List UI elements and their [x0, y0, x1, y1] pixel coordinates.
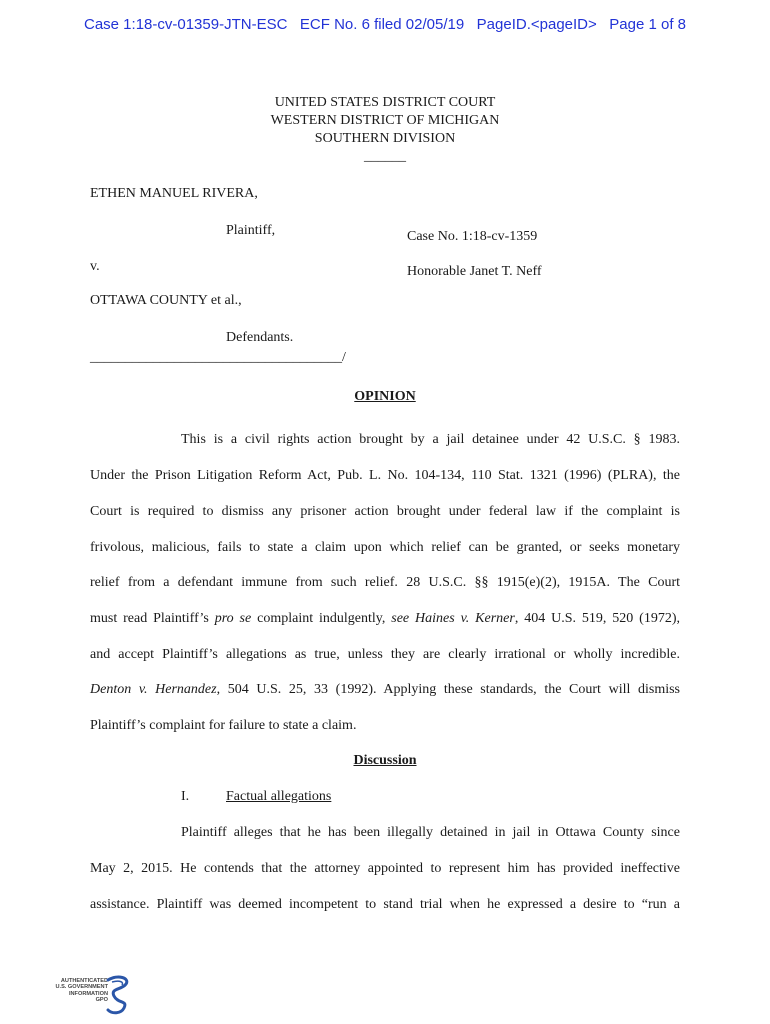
- text-run: , 504 U.S. 25, 33 (1992). Applying these standards, the Court will dismiss: [216, 682, 681, 697]
- text-line: assistance. Plaintiff was deemed incompetent to stand trial when he expressed a desire to “run a: [90, 897, 680, 912]
- logo-line: AUTHENTICATED: [60, 978, 108, 984]
- opinion-heading: OPINION: [354, 389, 416, 404]
- gpo-authentication-logo: [44, 974, 134, 1016]
- defendant-name: OTTAWA COUNTY et al.,: [90, 293, 242, 308]
- case-number: Case No. 1:18-cv-1359: [407, 229, 538, 244]
- court-caption-heading: [0, 94, 770, 166]
- plaintiff-name: ETHEN MANUEL RIVERA,: [90, 186, 258, 201]
- text-line: Plaintiff alleges that he has been illegally detained in jail in Ottawa County since: [181, 825, 680, 840]
- section-title: Factual allegations: [226, 789, 332, 804]
- versus: v.: [90, 259, 100, 274]
- court-division: SOUTHERN DIVISION: [314, 131, 456, 146]
- case-citation: see Haines v. Kerner: [391, 611, 515, 626]
- text-line: frivolous, malicious, fails to state a claim upon which relief can be granted, or seeks monetary: [90, 540, 680, 555]
- logo-line: GPO: [95, 997, 108, 1004]
- section-number: I.: [181, 789, 190, 804]
- text-line: Plaintiff’s complaint for failure to state a claim.: [90, 718, 357, 733]
- discussion-heading: Discussion: [353, 753, 417, 768]
- court-rule: ______: [364, 149, 406, 164]
- text-line: and accept Plaintiff’s allegations as true, unless they are clearly irrational or wholly incredible.: [90, 647, 680, 662]
- text-line: Under the Prison Litigation Reform Act, Pub. L. No. 104-134, 110 Stat. 1321 (1996) (PLRA), the: [90, 468, 680, 483]
- text-run: , 404 U.S. 519, 520 (1972),: [514, 611, 680, 626]
- court-name: UNITED STATES DISTRICT COURT: [274, 95, 496, 110]
- judge-name: Honorable Janet T. Neff: [407, 264, 542, 279]
- eagle-swoosh-icon: [104, 974, 134, 1016]
- logo-line: INFORMATION: [68, 990, 108, 997]
- logo-text: [44, 978, 108, 1004]
- logo-line: U.S. GOVERNMENT: [55, 984, 108, 991]
- text-run: must read Plaintiff’s: [90, 611, 215, 626]
- text-line: relief from a defendant immune from such relief. 28 U.S.C. §§ 1915(e)(2), 1915A. The Court: [90, 575, 680, 590]
- italic-term: pro se: [214, 611, 252, 626]
- ecf-header-stamp: Case 1:18-cv-01359-JTN-ESC ECF No. 6 filed 02/05/19 PageID.<pageID> Page 1 of 8: [84, 16, 686, 33]
- case-citation: Denton v. Hernandez: [90, 682, 217, 697]
- caption-closing-rule: ____________________________________/: [90, 350, 346, 365]
- text-line: This is a civil rights action brought by a jail detainee under 42 U.S.C. § 1983.: [181, 432, 680, 447]
- text-line: [90, 682, 680, 698]
- defendant-role: Defendants.: [226, 330, 294, 345]
- text-run: complaint indulgently,: [251, 611, 392, 626]
- plaintiff-role: Plaintiff,: [226, 223, 276, 238]
- text-line: Court is required to dismiss any prisoner action brought under federal law if the complaint is: [90, 504, 680, 519]
- text-line: May 2, 2015. He contends that the attorney appointed to represent him has provided ineffective: [90, 861, 680, 876]
- court-district: WESTERN DISTRICT OF MICHIGAN: [270, 113, 500, 128]
- text-line: [90, 611, 680, 627]
